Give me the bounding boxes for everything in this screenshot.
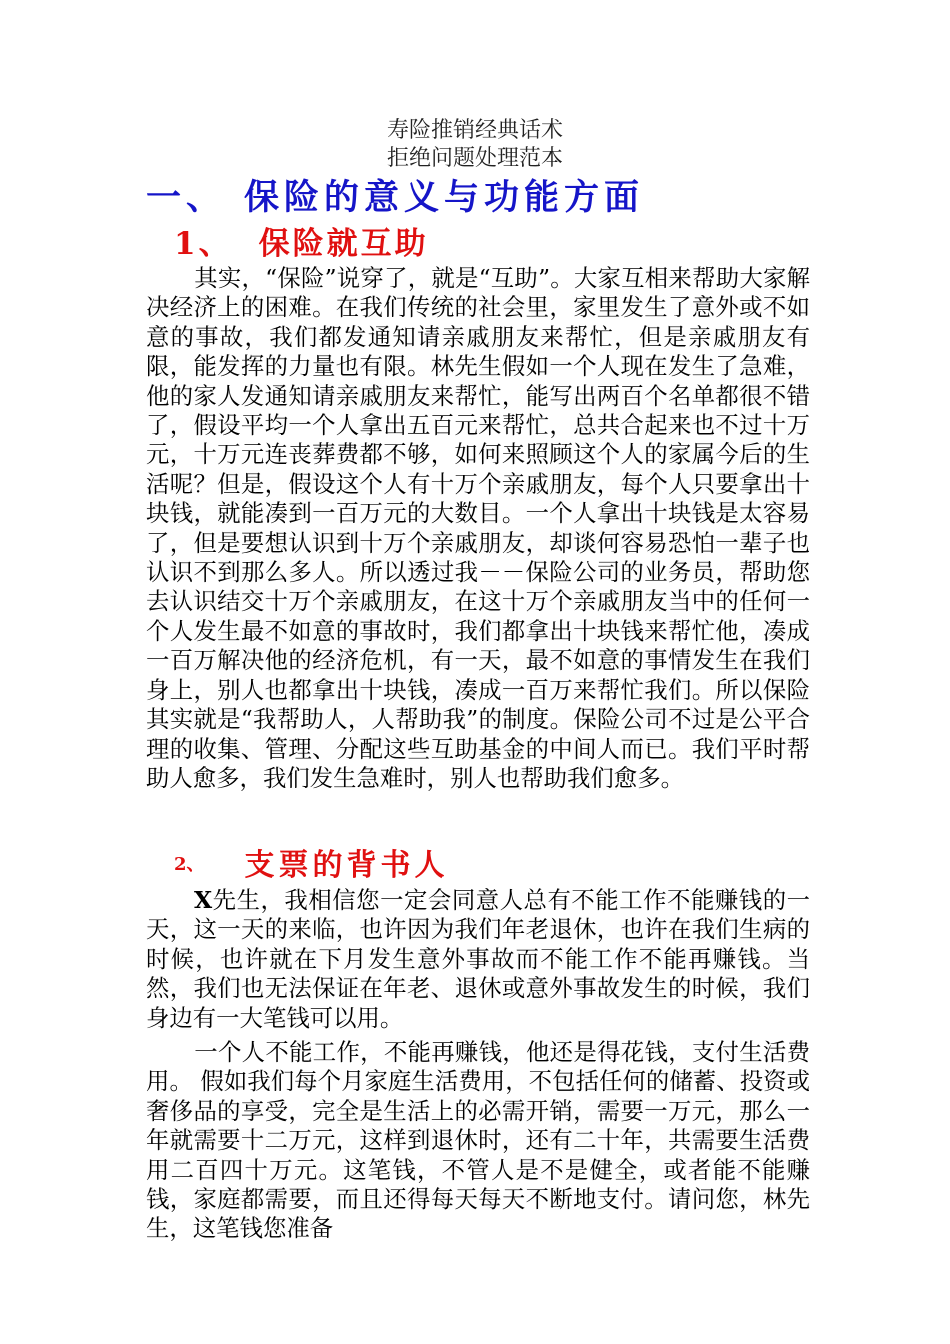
subsection-title-1: 保险就互助: [258, 226, 429, 262]
subsection-heading-2: [174, 846, 449, 885]
subsection-number-2: 2、: [174, 854, 205, 875]
document-subtitle: 拒绝问题处理范本: [386, 146, 563, 171]
document-title: 寿险推销经典话术: [386, 118, 563, 143]
paragraph-text: 其实，“保险”说穿了，就是“互助”。大家互相来帮助大家解决经济上的困难。在我们传统的社会里，家里发生了意外或不如意的事故，我们都发通知请亲戚朋友来帮忙，但是亲戚朋友有限，能发挥的力量也有限。林先生假如一个人现在发生了急难，他的家人发通知请亲戚朋友来帮忙，能写出两百个名单都很不错了，假设平均一个人拿出五百元来帮忙，总共合起来也不过十万元，十万元连丧葬费都不够，如何来照顾这个人的家属今后的生活呢？但是，假设这个人有十万个亲戚朋友，每个人只要拿出十块钱，就能凑到一百万元的大数目。一个人拿出十块钱是太容易了，但是要想认识到十万个亲戚朋友，却谈何容易恐怕一辈子也认识不到那么多人。所以透过我－－保险公司的业务员，帮助您去认识结交十万个亲戚朋友，在这十万个亲戚朋友当中的任何一个人发生最不如意的事故时，我们都拿出十块钱来帮忙他，凑成一百万解决他的经济危机，有一天，最不如意的事情发生在我们身上，别人也都拿出十块钱，凑成一百万来帮忙我们。所以保险其实就是“我帮助人，人帮助我”的制度。保险公司不过是公平合理的收集、管理、分配这些互助基金的中间人而已。我们平时帮助人愈多，我们发生急难时，别人也帮助我们愈多。: [146, 264, 810, 792]
paragraph-text: 先生，我相信您一定会同意人总有不能工作不能赚钱的一天，这一天的来临，也许因为我们年老退休，也许在我们生病的时候，也许就在下月发生意外事故而不能工作不能再赚钱。当然，我们也无法保证在年老、退休或意外事故发生的时候，我们身边有一大笔钱可以用。: [146, 886, 810, 1032]
paragraph-text: 一个人不能工作，不能再赚钱，他还是得花钱，支付生活费用。 假如我们每个月家庭生活费用，不包括任何的储蓄、投资或奢侈品的享受，完全是生活上的必需开销，需要一万元，那么一年就需要十二万元，这样到退休时，还有二十年，共需要生活费用二百四十万元。这笔钱，不管人是不是健全，或者能不能赚钱，家庭都需要，而且还得每天每天不断地支付。请问您，林先生，这笔钱您准备: [146, 1038, 810, 1243]
subsection-title-2: 支票的背书人: [244, 848, 449, 883]
paragraph-mutual-aid: [146, 264, 810, 793]
subsection-number-1: 1、: [174, 226, 233, 262]
section-title: 保险的意义与功能方面: [244, 178, 645, 218]
paragraph-lead-letter: X: [194, 886, 213, 914]
section-number: 一、: [146, 178, 227, 218]
subsection-heading-1: [174, 224, 429, 264]
paragraph-living-expenses: [146, 1038, 810, 1244]
section-heading: [146, 176, 644, 220]
paragraph-income-loss: [146, 886, 810, 1033]
